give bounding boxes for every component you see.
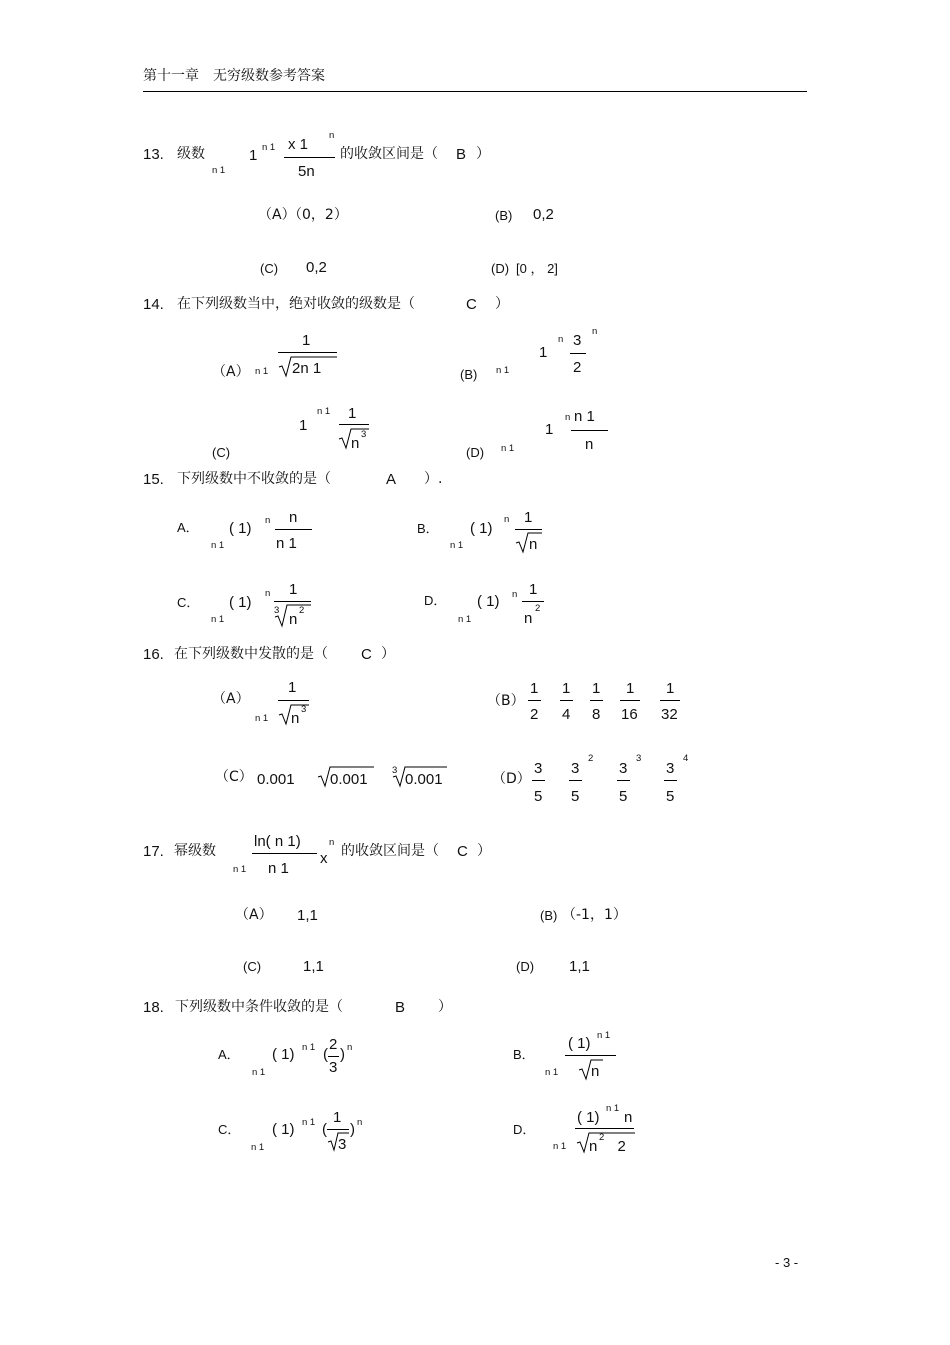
question-number: 17. (143, 843, 164, 860)
sign-term: ( 1) (477, 593, 500, 610)
formula-exponent: n (558, 334, 564, 345)
option-a-label: （A） (212, 691, 250, 707)
option-d-label: D． (513, 1122, 536, 1137)
fraction-denominator: n 1 (276, 535, 297, 552)
option-c-label: C． (218, 1122, 241, 1137)
question-stem: 在下列级数当中，绝对收敛的级数是（ (177, 296, 415, 312)
question-stem: 在下列级数中发散的是（ (174, 646, 328, 662)
fraction-numerator: n 1 (574, 408, 595, 425)
sum-index: n 1 (233, 864, 247, 875)
numerator-exponent: n 1 (597, 1030, 611, 1041)
option-b-label: B． (417, 521, 439, 536)
answer: A (386, 471, 397, 488)
option-a-value: 1,1 (297, 907, 318, 924)
power-exponent: 3 (636, 753, 642, 764)
sum-index: n 1 (458, 614, 472, 625)
fraction-bar (284, 157, 335, 158)
sum-index: n 1 (211, 540, 225, 551)
answer: C (361, 646, 372, 663)
fraction-numerator: x 1 (288, 136, 309, 153)
option-a-label: （A） (212, 364, 250, 380)
fraction-numerator: 3 (666, 760, 675, 777)
sum-index: n 1 (450, 540, 464, 551)
formula-exponent: n 1 (317, 406, 331, 417)
sum-index: n 1 (212, 165, 226, 176)
formula-one: 1 (539, 344, 548, 361)
fraction-bar (570, 353, 586, 354)
question-number: 15. (143, 471, 164, 488)
question-stem: 下列级数中条件收敛的是（ (175, 999, 343, 1015)
variable-x: x (320, 850, 328, 867)
fraction-numerator: 1 (562, 680, 571, 697)
radicand-exponent: 3 (361, 429, 367, 440)
radicand-exponent: 2 (299, 605, 305, 616)
radicand-exponent: 3 (301, 704, 307, 715)
denominator-exponent: 2 (535, 603, 541, 614)
fraction-denominator: 2 (573, 359, 582, 376)
formula-exponent: n (565, 412, 571, 423)
option-a-label: A． (218, 1047, 240, 1062)
formula-exponent: n 1 (262, 142, 276, 153)
fraction-bar (528, 700, 541, 701)
sign-exponent: n (504, 514, 510, 525)
sign-exponent: n 1 (302, 1042, 316, 1053)
sum-index: n 1 (252, 1067, 266, 1078)
fraction-bar (522, 601, 544, 602)
question-number: 18. (143, 999, 164, 1016)
fraction-bar (575, 1128, 634, 1129)
sum-index: n 1 (211, 614, 225, 625)
option-c-value: 1,1 (303, 958, 324, 975)
fraction-numerator: n (289, 509, 298, 526)
option-d-label: D． (424, 593, 447, 608)
option-d-label: (D) (516, 959, 535, 974)
answer-close: ） (476, 146, 490, 162)
fraction-bar (664, 780, 677, 781)
fraction-bar (560, 700, 573, 701)
sign-exponent: n (265, 588, 271, 599)
question-stem-tail: 的收敛区间是（ (341, 843, 439, 859)
page-header-title: 第十一章 无穷级数参考答案 (143, 68, 325, 84)
sign-exponent: n 1 (302, 1117, 316, 1128)
fraction-bar (617, 780, 630, 781)
outer-exponent: n (592, 326, 598, 337)
fraction-bar (660, 700, 680, 701)
fraction-numerator: 3 (573, 332, 582, 349)
fraction-bar (569, 780, 582, 781)
fraction-denominator: n (524, 610, 533, 627)
fraction-numerator: 1 (626, 680, 635, 697)
power-exponent: 2 (588, 753, 594, 764)
fraction-denominator: 32 (661, 706, 678, 723)
sum-index: n 1 (255, 366, 269, 377)
answer-close: ） (477, 843, 491, 859)
question-stem: 幂级数 (174, 843, 216, 859)
answer: C (466, 296, 477, 313)
fraction-numerator: 1 (524, 509, 533, 526)
radicand: n (591, 1063, 600, 1080)
fraction-bar (532, 780, 545, 781)
page-number: - 3 - (775, 1255, 799, 1270)
option-c-label: （C） (215, 769, 253, 785)
formula-one: 1 (299, 417, 308, 434)
option-d-label: (D) (466, 445, 485, 460)
sign-term: ( 1) (229, 594, 252, 611)
option-d-value: 1,1 (569, 958, 590, 975)
option-c-label: (C) (260, 261, 279, 276)
option-b-label: (B) (460, 367, 478, 382)
sum-index: n 1 (501, 443, 515, 454)
fraction-numerator: 1 (333, 1109, 342, 1126)
fraction-bar (620, 700, 640, 701)
formula-one: 1 (545, 421, 554, 438)
fraction-bar (328, 1056, 339, 1057)
fraction-bar (339, 424, 369, 425)
root-index: 3 (392, 765, 398, 776)
fraction-bar (590, 700, 603, 701)
sum-index: n 1 (251, 1142, 265, 1153)
fraction-numerator: 1 (302, 332, 311, 349)
fraction-bar (515, 529, 542, 530)
term-3: 0.001 (405, 771, 443, 788)
option-a-label: （A） (235, 907, 273, 923)
fraction-numerator: 3 (571, 760, 580, 777)
fraction-denominator: n 1 (268, 860, 289, 877)
fraction-numerator: ln( n 1) (254, 833, 301, 850)
option-b-label: (B) (495, 208, 513, 223)
radicand: n (589, 1138, 598, 1155)
fraction-denominator: 5 (666, 788, 675, 805)
term-2: 0.001 (330, 771, 368, 788)
fraction-denominator: 4 (562, 706, 571, 723)
fraction-numerator: 1 (530, 680, 539, 697)
option-b-label: (B) (540, 908, 558, 923)
numerator-tail: n (624, 1109, 633, 1126)
sign-term: ( 1) (272, 1046, 295, 1063)
outer-exponent: n (347, 1042, 353, 1053)
radicand-tail: 2 (605, 1138, 626, 1155)
sum-index: n 1 (255, 713, 269, 724)
option-c-label: (C) (212, 445, 231, 460)
fraction-bar (278, 352, 337, 353)
fraction-numerator: 1 (348, 405, 357, 422)
fraction-numerator: 3 (619, 760, 628, 777)
option-d-value: [0 ， 2] (516, 261, 558, 276)
fraction-numerator: ( 1) (568, 1035, 591, 1052)
sum-index: n 1 (496, 365, 510, 376)
fraction-denominator: 5n (298, 163, 315, 180)
option-a-label: A． (177, 520, 199, 535)
outer-exponent: n (329, 130, 335, 141)
fraction-bar (252, 853, 317, 854)
sum-index: n 1 (553, 1141, 567, 1152)
option-a-value: （0，2） (288, 207, 348, 223)
answer: B (456, 146, 467, 163)
fraction-numerator: 1 (289, 581, 298, 598)
fraction-denominator: 5 (571, 788, 580, 805)
fraction-denominator: 5 (534, 788, 543, 805)
radicand-exponent: 2 (599, 1132, 605, 1143)
option-b-label: （B） (487, 693, 525, 709)
fraction-numerator: 3 (534, 760, 543, 777)
fraction-bar (274, 601, 311, 602)
question-number: 16. (143, 646, 164, 663)
outer-exponent: n (357, 1117, 363, 1128)
sign-term: ( 1) (229, 520, 252, 537)
option-c-value: 0,2 (306, 259, 327, 276)
numerator-exponent: n 1 (606, 1103, 620, 1114)
formula-one: 1 (249, 147, 258, 164)
sign-exponent: n (512, 589, 518, 600)
fraction-denominator: 5 (619, 788, 628, 805)
right-paren: ) (340, 1046, 345, 1063)
fraction-numerator: 1 (592, 680, 601, 697)
fraction-bar (275, 529, 312, 530)
sign-term: ( 1) (470, 520, 493, 537)
fraction-numerator: 1 (288, 679, 297, 696)
radicand: 3 (338, 1136, 347, 1153)
option-c-label: (C) (243, 959, 262, 974)
answer-close: ） (495, 296, 509, 312)
sign-exponent: n (265, 515, 271, 526)
question-stem: 下列级数中不收敛的是（ (177, 471, 331, 487)
power-exponent: 4 (683, 753, 689, 764)
radicand: n (289, 611, 298, 628)
question-stem: 级数 (177, 146, 205, 162)
radicand: n (291, 710, 300, 727)
question-stem-tail: 的收敛区间是（ (340, 146, 438, 162)
sign-term: ( 1) (272, 1121, 295, 1138)
answer: C (457, 843, 468, 860)
fraction-numerator: 1 (666, 680, 675, 697)
root-index: 3 (274, 605, 280, 616)
fraction-bar (278, 700, 309, 701)
fraction-numerator: ( 1) (577, 1109, 600, 1126)
fraction-numerator: 1 (529, 581, 538, 598)
answer-close: ）. (424, 471, 443, 487)
option-d-label: (D) (491, 261, 510, 276)
power-exponent: n (329, 837, 335, 848)
radicand: 2n 1 (292, 360, 322, 377)
answer: B (395, 999, 406, 1016)
right-paren: ) (350, 1121, 355, 1138)
fraction-bar (327, 1129, 349, 1130)
header-rule (143, 91, 807, 92)
left-paren: ( (323, 1046, 328, 1063)
option-b-value: 0,2 (533, 206, 554, 223)
fraction-bar (571, 430, 608, 431)
left-paren: ( (322, 1121, 327, 1138)
fraction-bar (565, 1055, 616, 1056)
answer-close: ） (438, 999, 452, 1015)
option-c-label: C． (177, 595, 200, 610)
fraction-denominator: n (585, 436, 594, 453)
fraction-denominator: 8 (592, 706, 601, 723)
answer-close: ） (381, 646, 395, 662)
option-a-label: （A） (258, 207, 296, 223)
radicand: n (351, 435, 360, 452)
fraction-denominator: 16 (621, 706, 638, 723)
question-number: 14. (143, 296, 164, 313)
option-b-value: （-1，1） (562, 907, 627, 923)
option-d-label: （D） (492, 771, 531, 787)
fraction-denominator: 2 (530, 706, 539, 723)
fraction-denominator: 3 (329, 1059, 338, 1076)
fraction-numerator: 2 (329, 1036, 338, 1053)
sum-index: n 1 (545, 1067, 559, 1078)
question-number: 13. (143, 146, 164, 163)
radicand: n (529, 536, 538, 553)
option-b-label: B． (513, 1047, 535, 1062)
term-1: 0.001 (257, 771, 295, 788)
